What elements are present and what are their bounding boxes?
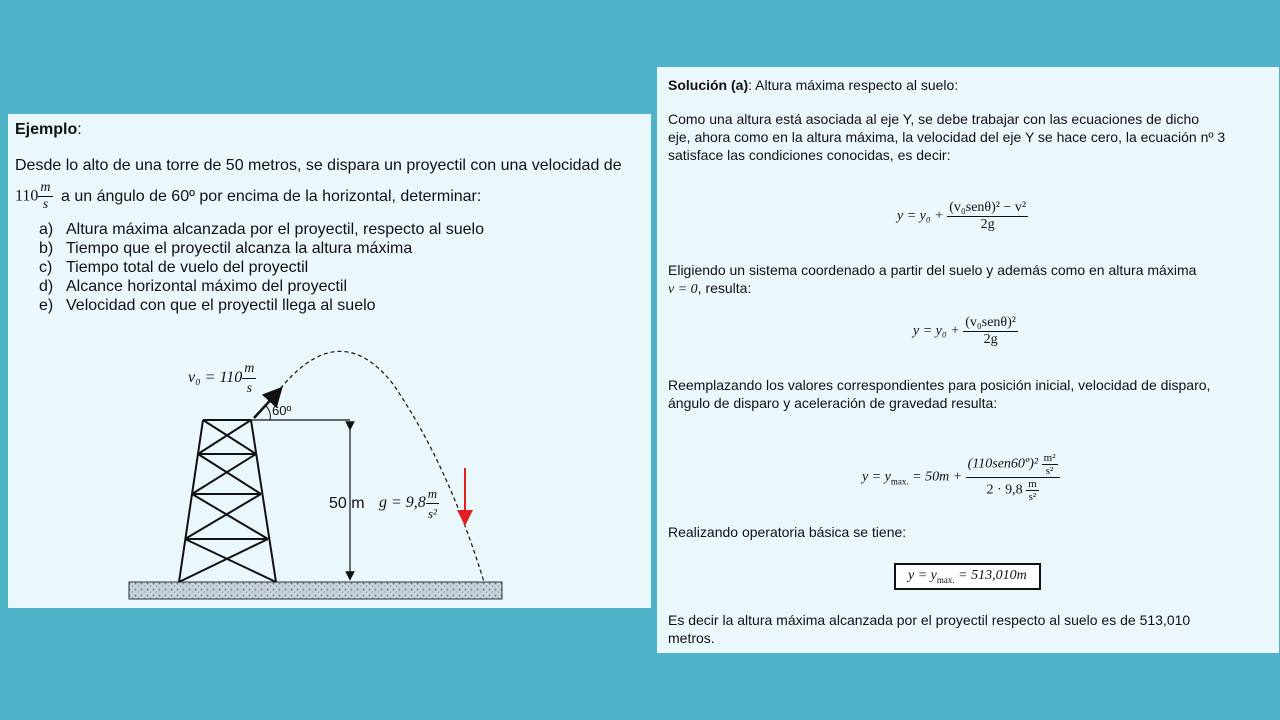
para5-line1: Es decir la altura máxima alcanzada por el proyectil respecto al suelo es de 513,010 — [668, 612, 1191, 628]
speed-value: 110 — [15, 187, 39, 205]
list-item: b) Tiempo que el proyectil alcanza la altura máxima — [39, 240, 413, 257]
solution-panel — [657, 67, 1279, 653]
equation-2: y = y₀ + $\frac{\text{(v₀senθ)²}}{2g}$ — [913, 315, 1016, 347]
solution-title-bold: Solución (a) — [668, 77, 749, 93]
height-label: 50 m — [329, 495, 365, 512]
v0-label: v₀ = 110 $\frac{m}{s}$ — [188, 361, 255, 396]
gravity-label: g = 9,8 $\frac{m}{\text{s²}}$ — [379, 486, 438, 521]
problem-panel — [8, 114, 651, 608]
para1-line2: eje, ahora como en la altura máxima, la velocidad del eje Y se hace cero, la ecuación nº 3 — [668, 129, 1226, 145]
para3-line2: ángulo de disparo y aceleración de gravedad resulta: — [668, 395, 998, 411]
solution-title — [668, 76, 958, 94]
para2-line1: Eligiendo un sistema coordenado a partir del suelo y además como en altura máxima — [668, 262, 1197, 278]
para4: Realizando operatoria básica se tiene: — [668, 524, 907, 540]
problem-line-2-text: a un ángulo de 60º por encima de la horizontal, determinar: — [60, 187, 482, 205]
equation-3: $y = y_{max.} = 50m$ + (110sen60º)² $\frac{\text{m²}}{\text{s²}}$ 2 · 9,8 $\frac{m}{\text{s²}}$ — [862, 452, 1060, 503]
list-item: e) Velocidad con que el proyectil llega al suelo — [39, 297, 376, 314]
v-zero: v = 0 — [668, 282, 698, 297]
trajectory — [276, 351, 484, 582]
para3-line1: Reemplazando los valores correspondientes para posición inicial, velocidad de disparo, — [668, 377, 1211, 393]
equation-1: y = y₀ + $\frac{\text{(v₀senθ)² − v²}}{2g}$ — [897, 200, 1027, 232]
result-box: $y = y_{max.} = 513,010m$ — [894, 563, 1041, 590]
example-heading-colon: : — [77, 121, 82, 138]
problem-line-1: Desde lo alto de una torre de 50 metros, se dispara un proyectil con una velocidad de — [15, 157, 622, 174]
angle-label: 60º — [272, 403, 292, 418]
para1-line1: Como una altura está asociada al eje Y, se debe trabajar con las ecuaciones de dicho — [668, 111, 1200, 127]
solution-title-rest: : Altura máxima respecto al suelo: — [748, 77, 959, 93]
list-item: c) Tiempo total de vuelo del proyectil — [39, 259, 309, 276]
ground — [129, 582, 502, 599]
speed-unit: $\frac{m}{s}$ — [40, 180, 51, 212]
para1-line3: satisface las condiciones conocidas, es decir: — [668, 147, 951, 163]
example-heading-bold: Ejemplo — [15, 121, 78, 138]
para5-line2: metros. — [668, 630, 715, 646]
angle-arc — [266, 406, 270, 420]
para2-line2: v = 0, resulta: — [668, 280, 752, 297]
tower — [179, 420, 276, 582]
tower-diagram — [8, 114, 651, 608]
list-item: d) Alcance horizontal máximo del proyectil — [39, 278, 348, 295]
list-item: a) Altura máxima alcanzada por el proyectil, respecto al suelo — [39, 221, 484, 238]
